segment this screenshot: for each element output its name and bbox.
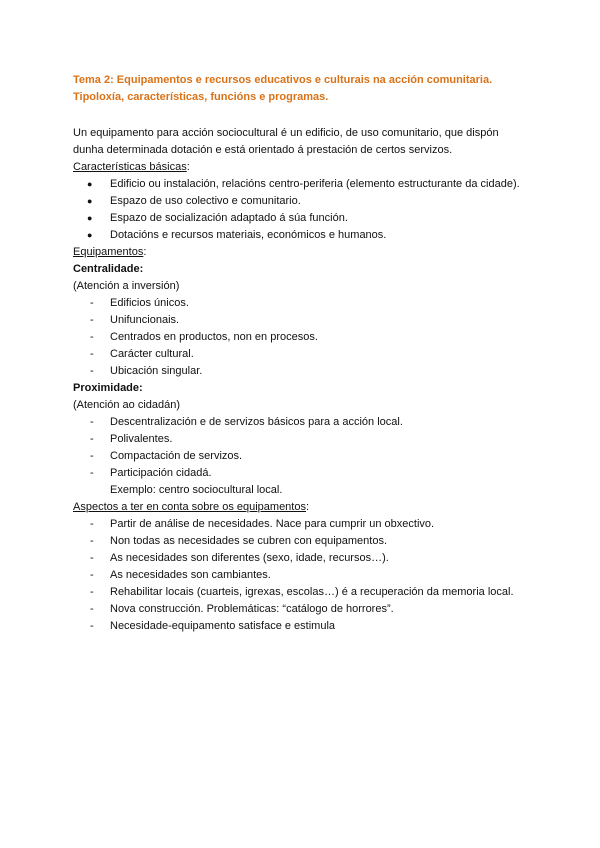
list-item-text: Unifuncionais. xyxy=(110,314,180,326)
dash-icon: - xyxy=(90,416,94,428)
dash-icon: - xyxy=(90,552,94,564)
list-item xyxy=(73,176,533,193)
proximidade-list xyxy=(73,414,533,482)
list-item-text: Compactación de servizos. xyxy=(110,450,243,462)
list-item xyxy=(73,227,533,244)
list-item xyxy=(73,210,533,227)
list-item-text: Carácter cultural. xyxy=(110,348,194,360)
equipamentos-heading xyxy=(73,244,533,261)
dash-icon: - xyxy=(90,450,94,462)
list-item xyxy=(73,193,533,210)
caracteristicas-heading-suffix: : xyxy=(186,161,190,173)
list-item-text: Ubicación singular. xyxy=(110,365,203,377)
list-item-text: Rehabilitar locais (cuarteis, igrexas, escolas…) é a recuperación da memoria local. xyxy=(110,586,514,598)
title-line-1: Tema 2: Equipamentos e recursos educativos e culturais na acción comunitaria. xyxy=(73,74,493,86)
list-item xyxy=(73,584,533,601)
list-item xyxy=(73,346,533,363)
intro-line-2: dunha determinada dotación e está orientado á prestación de certos servizos. xyxy=(73,144,453,156)
aspectos-list xyxy=(73,516,533,635)
bullet-icon: ● xyxy=(87,179,93,189)
centralidade-list xyxy=(73,295,533,380)
intro-line-1: Un equipamento para acción sociocultural é un edificio, de uso comunitario, que dispón xyxy=(73,127,499,139)
list-item-text: Nova construcción. Problemáticas: “catálogo de horrores”. xyxy=(110,603,394,615)
list-item xyxy=(73,295,533,312)
list-item-text: Descentralización e de servizos básicos para a acción local. xyxy=(110,416,403,428)
list-item-text: Espazo de uso colectivo e comunitario. xyxy=(110,195,301,207)
list-item xyxy=(73,533,533,550)
list-item xyxy=(73,414,533,431)
bullet-icon: ● xyxy=(87,213,93,223)
list-item-text: Centrados en productos, non en procesos. xyxy=(110,331,318,343)
caracteristicas-heading xyxy=(73,159,533,176)
proximidade-heading: Proximidade: xyxy=(73,382,143,394)
list-item xyxy=(73,618,533,635)
centralidade-heading: Centralidade: xyxy=(73,263,144,275)
list-item-text: Espazo de socialización adaptado á súa función. xyxy=(110,212,348,224)
list-item xyxy=(73,448,533,465)
dash-icon: - xyxy=(90,518,94,530)
dash-icon: - xyxy=(90,331,94,343)
list-item xyxy=(73,516,533,533)
dash-icon: - xyxy=(90,467,94,479)
list-item xyxy=(73,312,533,329)
bullet-icon: ● xyxy=(87,230,93,240)
title-line-2: Tipoloxía, características, funcións e programas. xyxy=(73,91,329,103)
aspectos-heading xyxy=(73,499,533,516)
proximidade-example: Exemplo: centro sociocultural local. xyxy=(110,484,283,496)
list-item xyxy=(73,431,533,448)
proximidade-note: (Atención ao cidadán) xyxy=(73,399,181,411)
aspectos-heading-text: Aspectos a ter en conta sobre os equipamentos xyxy=(73,501,306,513)
list-item-text: Polivalentes. xyxy=(110,433,173,445)
dash-icon: - xyxy=(90,535,94,547)
list-item-text: Partir de análise de necesidades. Nace para cumprir un obxectivo. xyxy=(110,518,435,530)
dash-icon: - xyxy=(90,433,94,445)
dash-icon: - xyxy=(90,620,94,632)
aspectos-heading-suffix: : xyxy=(305,501,310,513)
list-item-text: Edificio ou instalación, relacións centro-periferia (elemento estructurante da cidade). xyxy=(110,178,520,190)
document-page xyxy=(73,72,533,635)
list-item-text: Participación cidadá. xyxy=(110,467,212,479)
document-title xyxy=(73,72,533,106)
list-item-text: As necesidades son cambiantes. xyxy=(110,569,271,581)
dash-icon: - xyxy=(90,586,94,598)
list-item xyxy=(73,601,533,618)
dash-icon: - xyxy=(90,314,94,326)
intro-paragraph xyxy=(73,125,533,159)
list-item-text: Non todas as necesidades se cubren con equipamentos. xyxy=(110,535,388,547)
dash-icon: - xyxy=(90,348,94,360)
dash-icon: - xyxy=(90,297,94,309)
list-item-text: As necesidades son diferentes (sexo, idade, recursos…). xyxy=(110,552,389,564)
equipamentos-heading-suffix: : xyxy=(143,246,147,258)
list-item-text: Edificios únicos. xyxy=(110,297,189,309)
list-item xyxy=(73,567,533,584)
caracteristicas-list xyxy=(73,176,533,244)
dash-icon: - xyxy=(90,365,94,377)
caracteristicas-heading-text: Características básicas xyxy=(73,161,187,173)
list-item xyxy=(73,465,533,482)
bullet-icon: ● xyxy=(87,196,93,206)
dash-icon: - xyxy=(90,569,94,581)
list-item-text: Dotacións e recursos materiais, económicos e humanos. xyxy=(110,229,387,241)
list-item-text: Necesidade-equipamento satisface e estimula xyxy=(110,620,336,632)
centralidade-note: (Atención a inversión) xyxy=(73,280,180,292)
list-item xyxy=(73,550,533,567)
list-item xyxy=(73,363,533,380)
list-item xyxy=(73,329,533,346)
dash-icon: - xyxy=(90,603,94,615)
equipamentos-heading-text: Equipamentos xyxy=(73,246,144,258)
